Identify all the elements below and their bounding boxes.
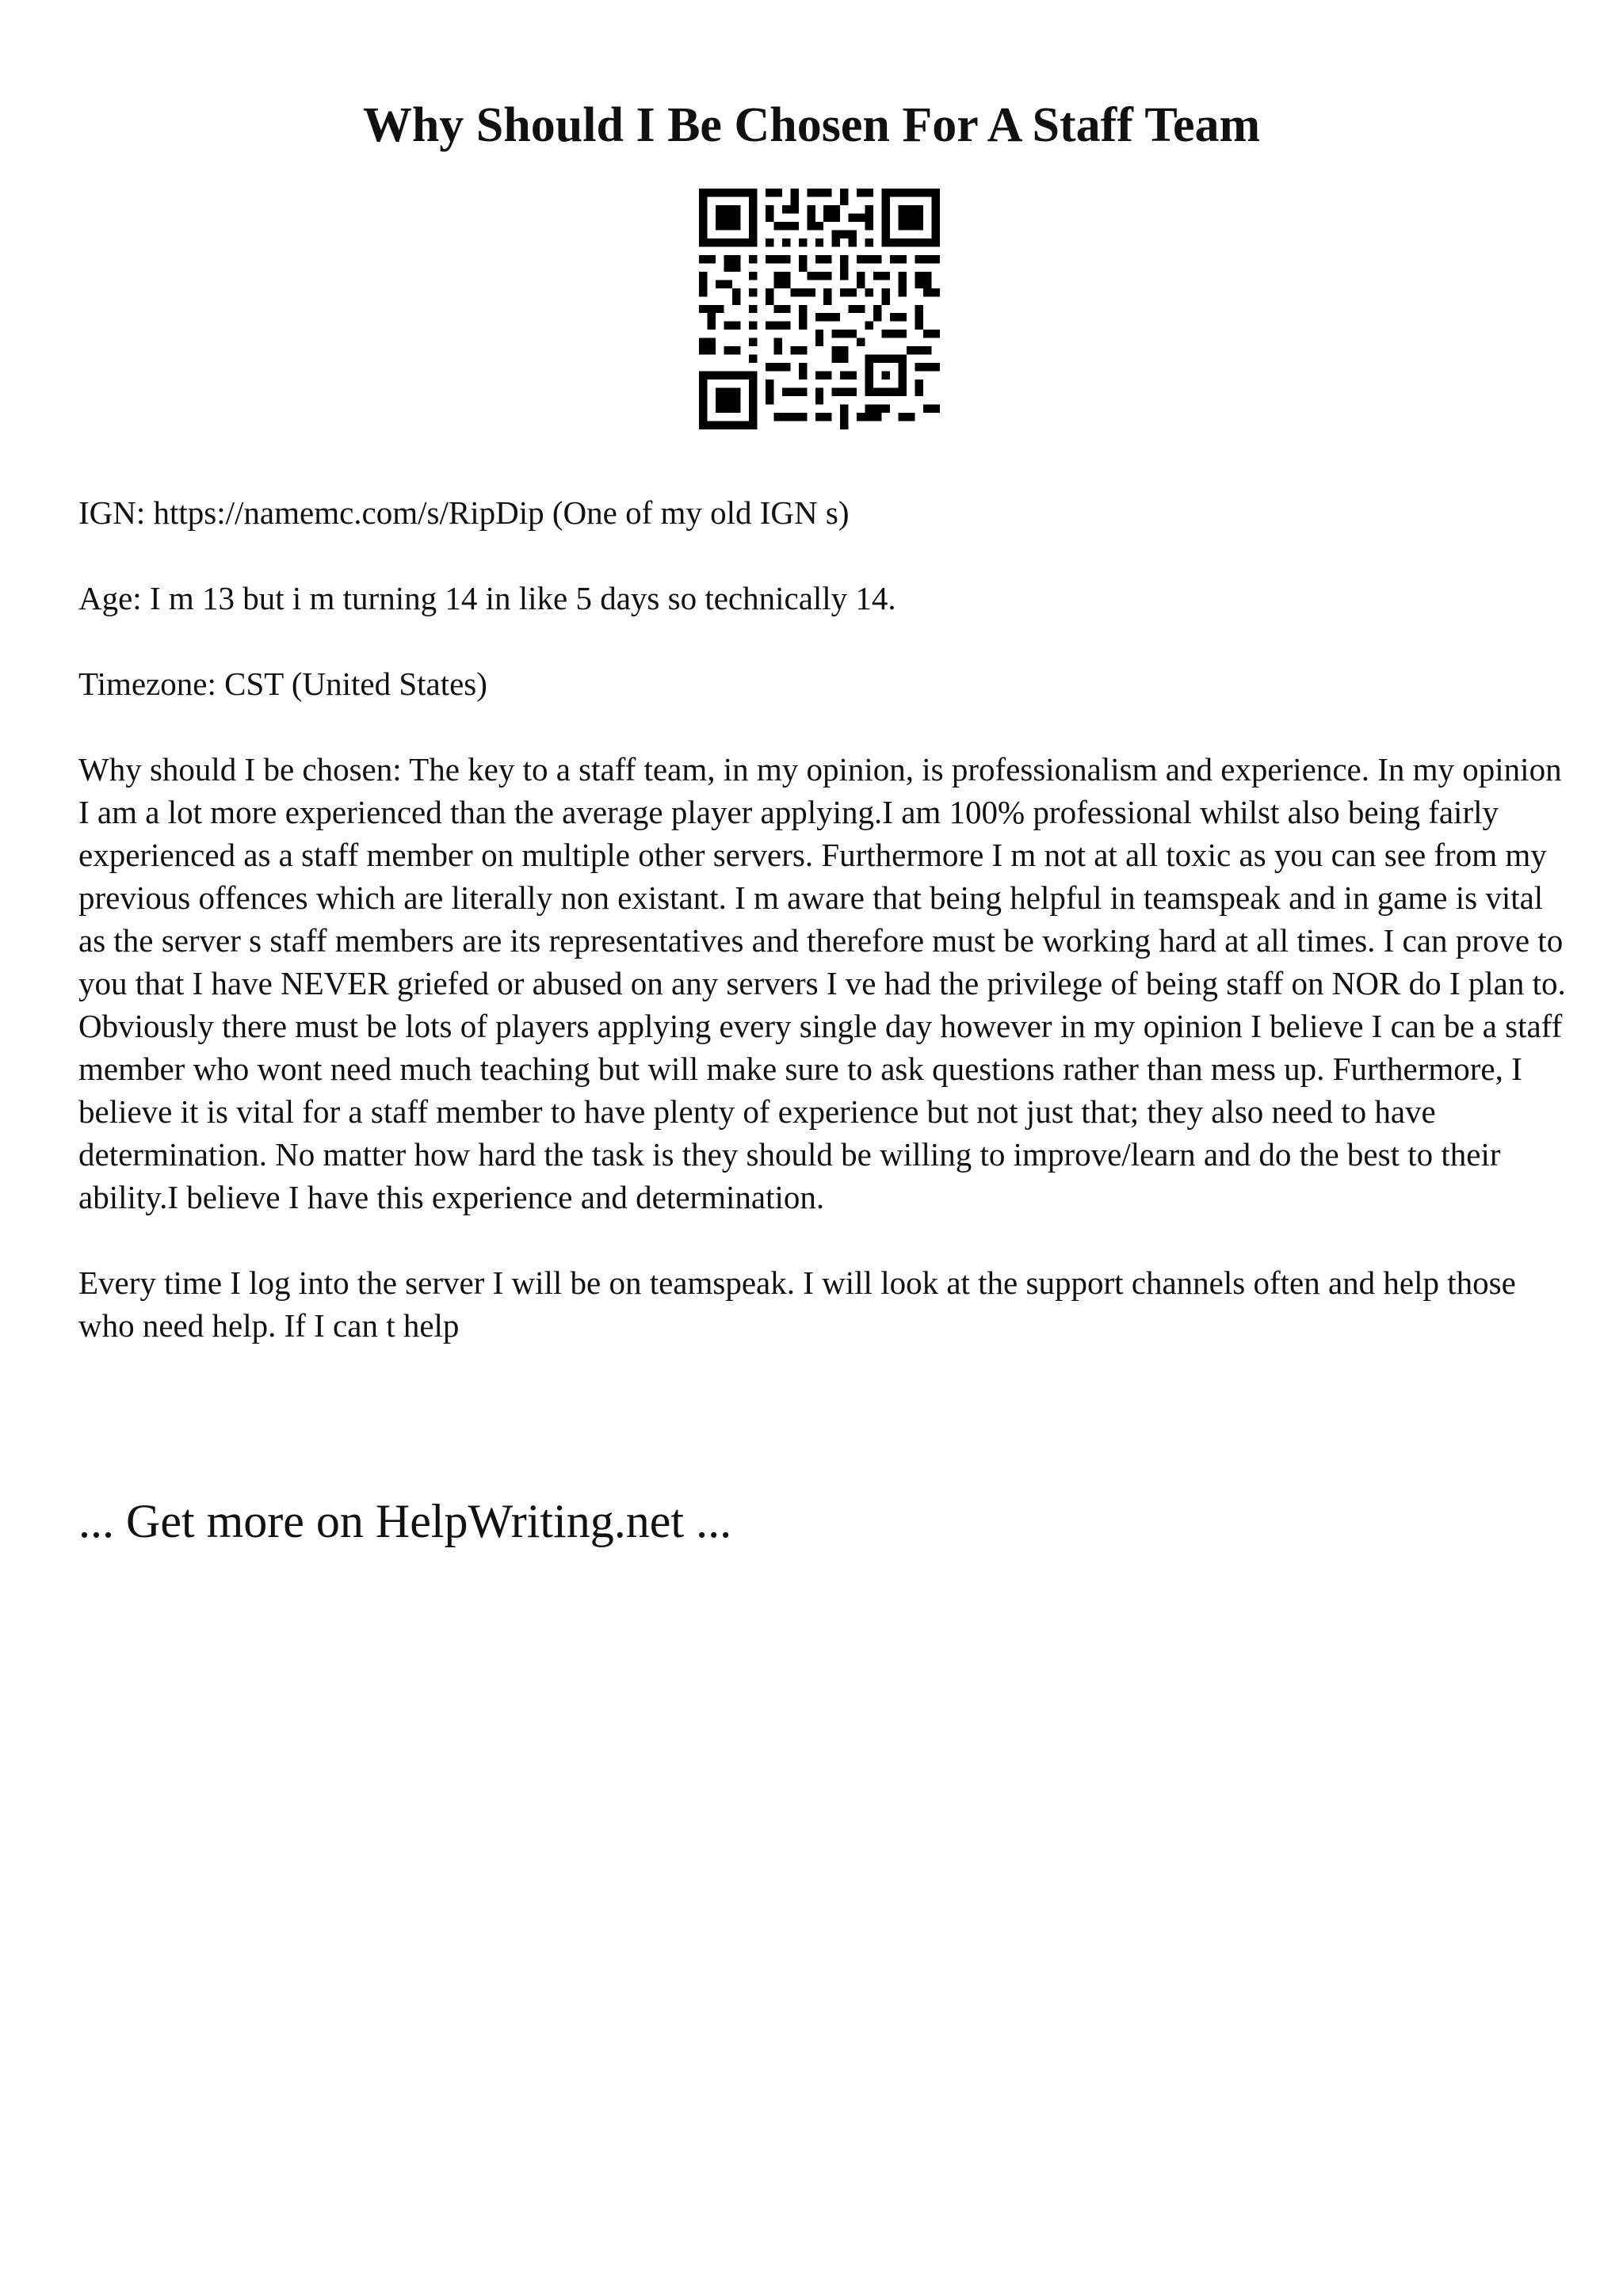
footer-link-text: ... Get more on HelpWriting.net ... (78, 1495, 732, 1547)
timezone-paragraph: Timezone: CST (United States) (78, 666, 487, 702)
qr-code-icon (699, 189, 940, 429)
document-title: Why Should I Be Chosen For A Staff Team (362, 98, 1261, 152)
why-chosen-paragraph: Why should I be chosen: The key to a staff team, in my opinion, is professionalism and experience. In my opinion I am a lot more experienced than the average player applying.I am 100% professional whilst also being fairly experienced as a staff member on multiple other servers. Furthermore I m not at all toxic as you can see from my previous offences which are literally non existant. I m aware that being helpful in teamspeak and in game is vital as the server s staff members are its representatives and therefore must be working hard at all times. I can prove to you that I have NEVER griefed or abused on any servers I ve had the privilege of being staff on NOR do I plan to. Obviously there must be lots of players applying every single day however in my opinion I believe I can be a staff member who wont need much teaching but will make sure to ask questions rather than mess up. Furthermore, I believe it is vital for a staff member to have plenty of experience but not just that; they also need to have determination. No matter how hard the task is they should be willing to improve/learn and do the best to their ability.I believe I have this experience and determination. (78, 751, 1566, 1215)
age-paragraph: Age: I m 13 but i m turning 14 in like 5 days so technically 14. (78, 580, 896, 616)
activity-paragraph: Every time I log into the server I will be on teamspeak. I will look at the support channels often and help those who need help. If I can t help (78, 1264, 1516, 1344)
document-body (78, 491, 1568, 1390)
ign-paragraph: IGN: https://namemc.com/s/RipDip (One of my old IGN s) (78, 494, 850, 531)
